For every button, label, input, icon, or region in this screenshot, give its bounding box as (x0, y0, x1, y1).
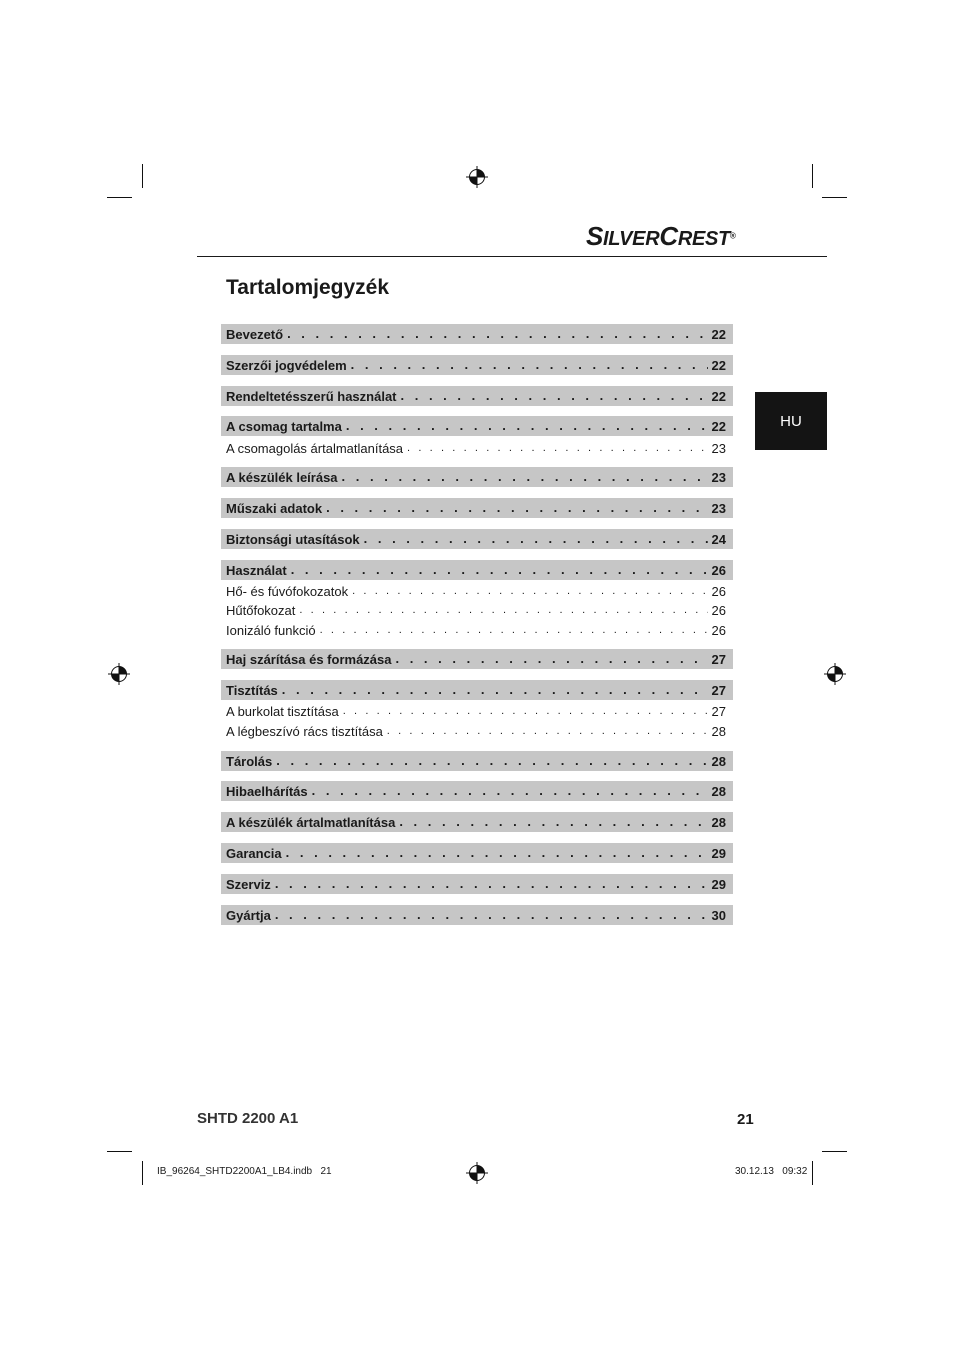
toc-entry-label: Szerviz (226, 876, 271, 892)
toc-subentry[interactable] (221, 721, 733, 741)
toc-leader-dots (401, 386, 708, 406)
toc-entry-page: 22 (711, 418, 726, 434)
toc-entry-label: A burkolat tisztítása (226, 703, 339, 719)
crop-mark (142, 164, 143, 188)
language-tab: HU (755, 392, 827, 450)
toc-entry-label: Haj szárítása és formázása (226, 651, 392, 667)
toc-entry-label: Hibaelhárítás (226, 783, 308, 799)
crop-mark (822, 1151, 847, 1152)
crop-mark (107, 1151, 132, 1152)
toc-leader-dots (395, 649, 707, 669)
toc-entry[interactable] (221, 324, 733, 344)
toc-entry-page: 27 (711, 703, 726, 719)
toc-leader-dots (275, 905, 708, 925)
toc-subentry[interactable] (221, 600, 733, 620)
crop-mark (812, 164, 813, 188)
toc-leader-dots (276, 751, 707, 771)
toc-leader-dots (399, 812, 707, 832)
toc-entry-label: A készülék ártalmatlanítása (226, 814, 396, 830)
toc-entry-page: 22 (711, 357, 726, 373)
toc-entry-page: 26 (711, 583, 726, 599)
toc-entry[interactable] (221, 812, 733, 832)
toc-entry-page: 22 (711, 388, 726, 404)
toc-entry-label: Garancia (226, 845, 282, 861)
toc-entry-label: Tárolás (226, 753, 273, 769)
page-title: Tartalomjegyzék (226, 276, 390, 299)
toc-entry[interactable] (221, 498, 733, 518)
page-number: 21 (737, 1111, 754, 1128)
toc-leader-dots (343, 701, 708, 721)
toc-leader-dots (275, 874, 708, 894)
toc-entry-label: Bevezető (226, 326, 284, 342)
toc-entry[interactable] (221, 416, 733, 436)
toc-entry-page: 23 (711, 469, 726, 485)
toc-leader-dots (351, 355, 708, 375)
toc-entry-page: 24 (711, 531, 726, 547)
header-rule (197, 256, 827, 257)
toc-entry-page: 30 (711, 907, 726, 923)
toc-entry[interactable] (221, 649, 733, 669)
toc-entry-label: Szerzői jogvédelem (226, 357, 347, 373)
toc-leader-dots (364, 529, 708, 549)
toc-entry-page: 28 (711, 723, 726, 739)
toc-entry-page: 29 (711, 876, 726, 892)
crosshair-registration-icon (108, 663, 130, 685)
crosshair-registration-icon (466, 166, 488, 188)
toc-entry[interactable] (221, 905, 733, 925)
toc-leader-dots (286, 843, 708, 863)
toc-entry-page: 26 (711, 622, 726, 638)
toc-subentry[interactable] (221, 701, 733, 721)
toc-entry-page: 28 (711, 814, 726, 830)
toc-entry[interactable] (221, 874, 733, 894)
toc-entry-page: 27 (711, 682, 726, 698)
toc-leader-dots (342, 467, 708, 487)
toc-entry[interactable] (221, 843, 733, 863)
toc-entry-label: Használat (226, 562, 287, 578)
toc-entry-label: Tisztítás (226, 682, 278, 698)
toc-leader-dots (299, 600, 707, 620)
toc-entry-label: Ionizáló funkció (226, 622, 316, 638)
toc-leader-dots (407, 438, 707, 458)
toc-entry-page: 28 (711, 753, 726, 769)
toc-entry-label: Hő- és fúvófokozatok (226, 583, 349, 599)
toc-entry-page: 28 (711, 783, 726, 799)
toc-subentry[interactable] (221, 620, 733, 640)
crop-mark (107, 197, 132, 198)
toc-entry-page: 27 (711, 651, 726, 667)
toc-leader-dots (326, 498, 707, 518)
toc-leader-dots (291, 560, 708, 580)
toc-entry[interactable] (221, 529, 733, 549)
toc-leader-dots (287, 324, 707, 344)
toc-entry-label: A csomagolás ártalmatlanítása (226, 440, 404, 456)
toc-entry[interactable] (221, 680, 733, 700)
model-number: SHTD 2200 A1 (197, 1110, 299, 1127)
toc-entry-page: 26 (711, 562, 726, 578)
toc-leader-dots (320, 620, 708, 640)
crosshair-registration-icon (824, 663, 846, 685)
toc-entry-label: Rendeltetésszerű használat (226, 388, 397, 404)
toc-entry-label: A légbeszívó rács tisztítása (226, 723, 383, 739)
toc-leader-dots (346, 416, 708, 436)
toc-entry-label: A csomag tartalma (226, 418, 342, 434)
print-slug-date: 30.12.13 09:32 (735, 1166, 808, 1177)
toc-leader-dots (387, 721, 708, 741)
toc-entry-label: Műszaki adatok (226, 500, 323, 516)
toc-entry-page: 29 (711, 845, 726, 861)
toc-leader-dots (312, 781, 708, 801)
toc-entry-page: 26 (711, 602, 726, 618)
toc-entry-page: 23 (711, 440, 726, 456)
toc-entry[interactable] (221, 781, 733, 801)
toc-entry[interactable] (221, 467, 733, 487)
print-slug-file: IB_96264_SHTD2200A1_LB4.indb 21 (157, 1166, 332, 1177)
toc-entry-label: A készülék leírása (226, 469, 338, 485)
toc-entry-label: Hűtőfokozat (226, 602, 296, 618)
crop-mark (822, 197, 847, 198)
toc-entry-page: 22 (711, 326, 726, 342)
toc-entry[interactable] (221, 355, 733, 375)
toc-subentry[interactable] (221, 438, 733, 458)
toc-entry-label: Biztonsági utasítások (226, 531, 360, 547)
toc-subentry[interactable] (221, 581, 733, 601)
toc-entry[interactable] (221, 386, 733, 406)
toc-leader-dots (352, 581, 707, 601)
crop-mark (142, 1161, 143, 1185)
crosshair-registration-icon (466, 1162, 488, 1184)
toc-entry[interactable] (221, 560, 733, 580)
toc-leader-dots (282, 680, 708, 700)
crop-mark (812, 1161, 813, 1185)
toc-entry-page: 23 (711, 500, 726, 516)
brand-logo: SILVERCREST® (586, 221, 736, 251)
toc-entry-label: Gyártja (226, 907, 271, 923)
toc-entry[interactable] (221, 751, 733, 771)
